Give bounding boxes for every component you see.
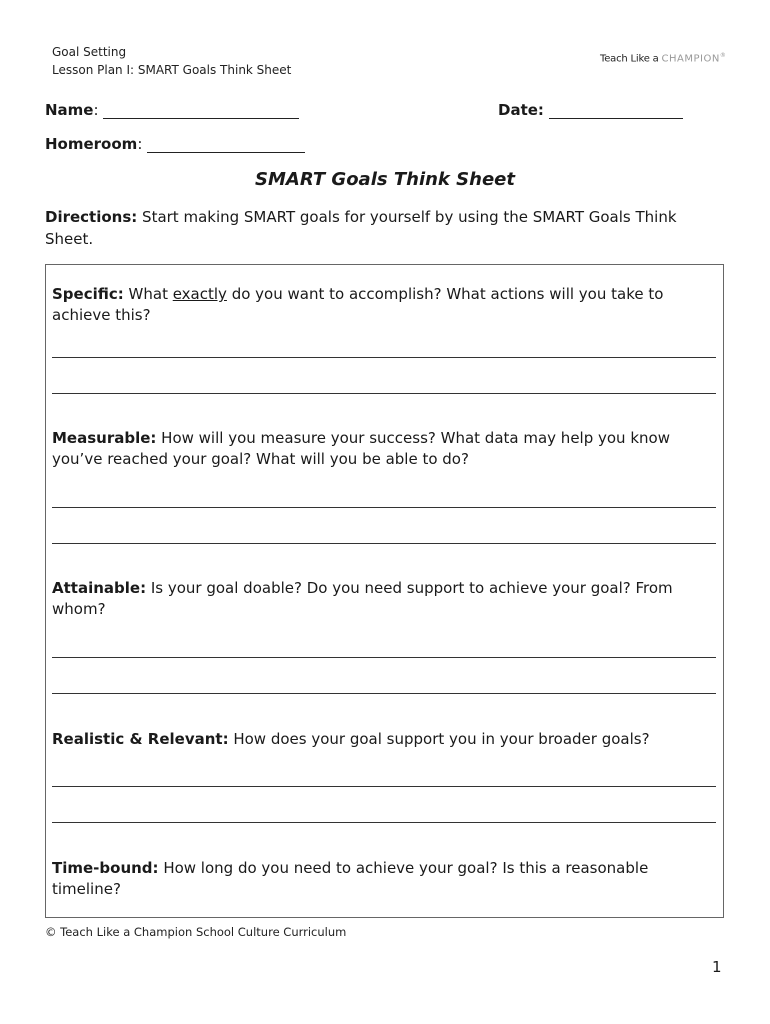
directions-label: Directions: [45, 208, 138, 226]
header-title: Goal Setting [52, 45, 127, 59]
attainable-answer-line-2[interactable] [52, 693, 716, 694]
date-label: Date: [498, 101, 544, 119]
logo-brand: CHAMPION [661, 53, 720, 65]
specific-text-pre: What [123, 285, 173, 303]
timebound-label: Time-bound: [52, 859, 159, 877]
name-field [45, 101, 299, 119]
realistic-answer-line-2[interactable] [52, 822, 716, 823]
header-subtitle: Lesson Plan I: SMART Goals Think Sheet [52, 63, 292, 77]
attainable-answer-line-1[interactable] [52, 657, 716, 658]
measurable-answer-line-2[interactable] [52, 543, 716, 544]
realistic-text: How does your goal support you in your broader goals? [228, 730, 650, 748]
measurable-label: Measurable: [52, 429, 157, 447]
homeroom-field [45, 135, 305, 153]
champion-logo [600, 52, 726, 64]
realistic-answer-line-1[interactable] [52, 786, 716, 787]
specific-label: Specific: [52, 285, 124, 303]
realistic-label: Realistic & Relevant: [52, 730, 229, 748]
specific-question [52, 284, 712, 326]
directions [45, 206, 705, 250]
name-blank-line[interactable] [103, 104, 299, 119]
specific-answer-line-1[interactable] [52, 357, 716, 358]
timebound-question [52, 858, 712, 900]
page-title: SMART Goals Think Sheet [255, 169, 515, 190]
name-colon: : [93, 101, 99, 119]
specific-text-post: do you want to accomplish? What actions will you take to achieve this? [52, 285, 664, 324]
attainable-text: Is your goal doable? Do you need support to achieve your goal? From whom? [52, 579, 673, 618]
logo-mark: ® [719, 52, 726, 59]
name-label: Name [45, 101, 94, 119]
timebound-text: How long do you need to achieve your goal? Is this a reasonable timeline? [52, 859, 649, 898]
homeroom-blank-line[interactable] [147, 138, 305, 153]
measurable-answer-line-1[interactable] [52, 507, 716, 508]
date-field [498, 101, 683, 119]
measurable-text: How will you measure your success? What data may help you know you’ve reached your goal? What will you be able to do? [52, 429, 670, 468]
realistic-question [52, 729, 712, 750]
homeroom-colon: : [137, 135, 143, 153]
logo-prefix: Teach Like a [600, 53, 659, 65]
homeroom-label: Homeroom [45, 135, 138, 153]
attainable-label: Attainable: [52, 579, 147, 597]
specific-emphasis: exactly [172, 285, 227, 303]
directions-text: Start making SMART goals for yourself by using the SMART Goals Think Sheet. [45, 208, 677, 248]
copyright-footer: © Teach Like a Champion School Culture Curriculum [45, 925, 347, 939]
date-blank-line[interactable] [549, 104, 683, 119]
specific-answer-line-2[interactable] [52, 393, 716, 394]
attainable-question [52, 578, 712, 620]
page-number: 1 [712, 958, 722, 976]
measurable-question [52, 428, 712, 470]
